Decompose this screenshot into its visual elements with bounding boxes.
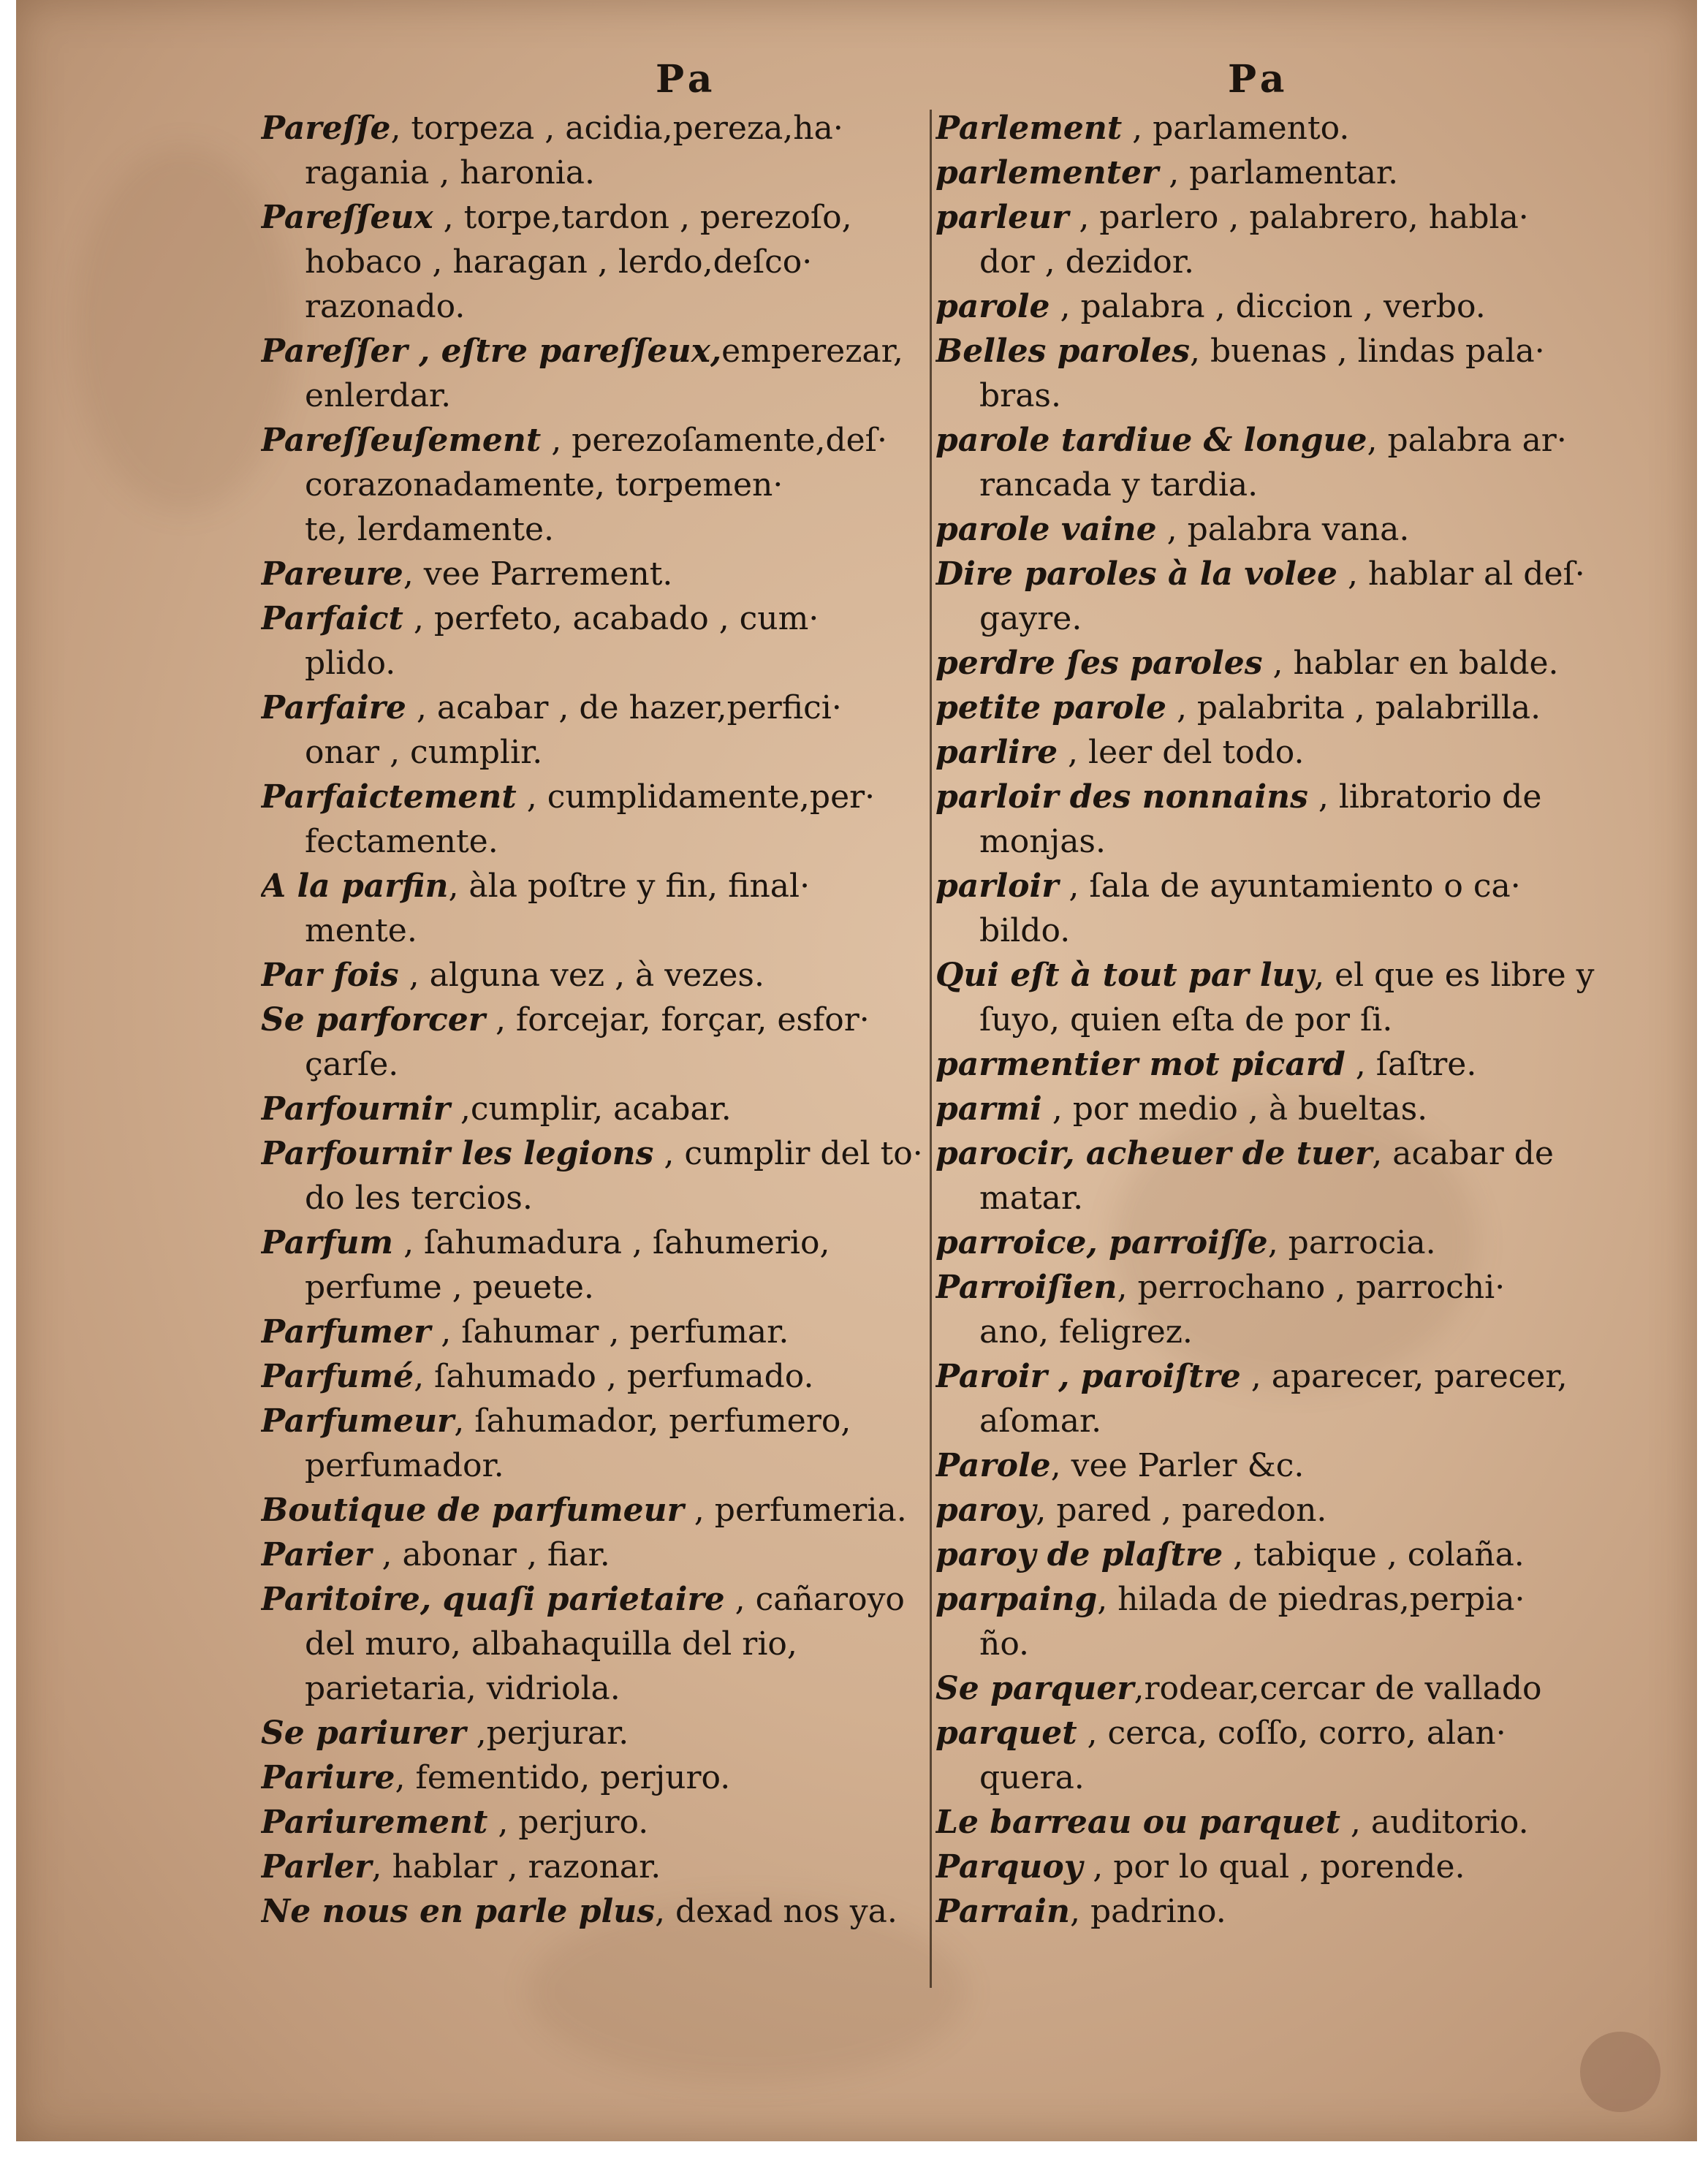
definition-text: , dexad nos ya.: [654, 1893, 897, 1930]
right-column-entries: [935, 106, 1615, 1934]
definition-text: corazonadamente, torpemen·: [305, 466, 783, 504]
headword: perdre ſes paroles: [935, 645, 1263, 682]
definition-text: , cañaroyo: [724, 1581, 905, 1618]
headword: Parole: [935, 1447, 1051, 1484]
dictionary-line: [935, 1845, 1615, 1889]
headword: Belles paroles: [935, 333, 1190, 370]
dictionary-line: [935, 552, 1615, 596]
dictionary-line: [935, 908, 1615, 953]
headword: parlire: [935, 734, 1058, 771]
definition-text: matar.: [979, 1180, 1084, 1217]
definition-text: , hablar , razonar.: [371, 1848, 661, 1886]
definition-text: del muro, albahaquilla del rio,: [305, 1625, 797, 1663]
definition-text: gayre.: [979, 600, 1082, 637]
definition-text: , perrochano , parrochi·: [1117, 1269, 1506, 1306]
dictionary-line: [261, 1755, 926, 1800]
definition-text: , padrino.: [1070, 1893, 1226, 1930]
definition-text: , palabra vana.: [1156, 511, 1410, 548]
definition-text: perfume , peuete.: [305, 1269, 594, 1306]
definition-text: , parlamento.: [1122, 110, 1350, 147]
definition-text: emperezar,: [721, 333, 903, 370]
definition-text: , cerca, coſſo, corro, alan·: [1077, 1715, 1506, 1752]
dictionary-line: [261, 552, 926, 596]
definition-text: , perfumeria.: [683, 1492, 907, 1529]
dictionary-line: [261, 596, 926, 641]
dictionary-line: [935, 1131, 1615, 1176]
paper-damage-mark: [1580, 2032, 1660, 2112]
dictionary-line: [261, 106, 926, 151]
definition-text: , fementido, perjuro.: [395, 1759, 731, 1796]
headword: Parfum: [261, 1224, 394, 1261]
headword: Parfumeur: [261, 1402, 455, 1440]
dictionary-line: [261, 730, 926, 775]
dictionary-line: [261, 908, 926, 953]
dictionary-line: [261, 641, 926, 686]
definition-text: perfumador.: [305, 1447, 504, 1484]
definition-text: , hablar al deſ·: [1337, 555, 1585, 593]
headword: parquet: [935, 1715, 1077, 1752]
definition-text: , palabra ar·: [1367, 422, 1567, 459]
headword: Parroiſien: [935, 1269, 1117, 1306]
headword: Se pariurer: [261, 1715, 466, 1752]
dictionary-line: [261, 240, 926, 284]
headword: Pareſſe: [261, 110, 391, 147]
dictionary-line: [935, 864, 1615, 908]
dictionary-line: [935, 1087, 1615, 1131]
headword: petite parole: [935, 689, 1166, 726]
dictionary-line: [261, 1042, 926, 1087]
definition-text: , perfeto, acabado , cum·: [403, 600, 819, 637]
dictionary-line: [935, 151, 1615, 195]
dictionary-line: [261, 1800, 926, 1845]
headword: Paritoire, quaſi parietaire: [261, 1581, 725, 1618]
definition-text: , vee Parrement.: [403, 555, 673, 593]
definition-text: parietaria, vidriola.: [305, 1670, 620, 1707]
dictionary-line: [261, 1131, 926, 1176]
definition-text: , pared , paredon.: [1036, 1492, 1327, 1529]
headword: Parfumé: [261, 1358, 414, 1395]
headword: Qui eſt à tout par luy: [935, 957, 1315, 994]
definition-text: , hilada de piedras,perpia·: [1097, 1581, 1525, 1618]
dictionary-line: [261, 1622, 926, 1666]
definition-text: dor , dezidor.: [979, 243, 1194, 281]
dictionary-line: [261, 1220, 926, 1265]
dictionary-line: [935, 373, 1615, 418]
headword: Pariure: [261, 1759, 395, 1796]
dictionary-line: [935, 1399, 1615, 1443]
definition-text: quera.: [979, 1759, 1085, 1796]
definition-text: , àla poſtre y fin, final·: [448, 867, 811, 905]
definition-text: , libratorio de: [1307, 778, 1542, 816]
dictionary-line: [935, 1220, 1615, 1265]
definition-text: razonado.: [305, 288, 466, 325]
definition-text: , palabrita , palabrilla.: [1166, 689, 1541, 726]
left-column-header: Pa: [656, 57, 717, 102]
headword: Parier: [261, 1536, 372, 1573]
headword: Parfaictement: [261, 778, 517, 816]
headword: Parfaire: [261, 689, 406, 726]
definition-text: , por medio , à bueltas.: [1041, 1090, 1428, 1128]
definition-text: do les tercios.: [305, 1180, 533, 1217]
headword: parloir: [935, 867, 1059, 905]
dictionary-line: [261, 953, 926, 998]
definition-text: , cumplir del to·: [653, 1135, 923, 1172]
definition-text: , torpeza , acidia,pereza,ha·: [390, 110, 843, 147]
dictionary-line: [261, 284, 926, 329]
dictionary-line: [261, 1399, 926, 1443]
definition-text: , el que es libre y: [1314, 957, 1595, 994]
definition-text: , alguna vez , à vezes.: [398, 957, 764, 994]
definition-text: ragania , haronia.: [305, 154, 595, 191]
dictionary-line: [261, 998, 926, 1042]
headword: parroice, parroiſſe: [935, 1224, 1268, 1261]
definition-text: çarſe.: [305, 1046, 399, 1083]
headword: parmi: [935, 1090, 1042, 1128]
headword: parloir des nonnains: [935, 778, 1308, 816]
headword: parmentier mot picard: [935, 1046, 1345, 1083]
headword: Pariurement: [261, 1804, 488, 1841]
headword: parole tardiue & longue: [935, 422, 1367, 459]
definition-text: , palabra , diccion , verbo.: [1050, 288, 1486, 325]
dictionary-line: [935, 1755, 1615, 1800]
definition-text: monjas.: [979, 823, 1106, 860]
definition-text: , aparecer, parecer,: [1240, 1358, 1568, 1395]
dictionary-line: [261, 1265, 926, 1310]
dictionary-line: [935, 1622, 1615, 1666]
dictionary-line: [935, 284, 1615, 329]
definition-text: rancada y tardia.: [979, 466, 1259, 504]
dictionary-line: [261, 1577, 926, 1622]
dictionary-line: [261, 686, 926, 730]
definition-text: , ſahumar , perfumar.: [430, 1313, 789, 1351]
dictionary-line: [261, 1889, 926, 1934]
headword: Parquoy: [935, 1848, 1083, 1886]
dictionary-line: [935, 1042, 1615, 1087]
headword: Parlement: [935, 110, 1123, 147]
definition-text: , acabar de: [1372, 1135, 1554, 1172]
dictionary-line: [935, 1533, 1615, 1577]
definition-text: , cumplidamente,per·: [516, 778, 876, 816]
dictionary-line: [261, 373, 926, 418]
dictionary-line: [935, 686, 1615, 730]
headword: Pareſſeuſement: [261, 422, 542, 459]
definition-text: , vee Parler &c.: [1050, 1447, 1305, 1484]
headword: Par fois: [261, 957, 399, 994]
definition-text: , ſahumador, perfumero,: [454, 1402, 851, 1440]
definition-text: , abonar , fiar.: [371, 1536, 610, 1573]
definition-text: te, lerdamente.: [305, 511, 555, 548]
headword: Parfournir: [261, 1090, 450, 1128]
definition-text: , torpe,tardon , perezoſo,: [433, 199, 852, 236]
definition-text: , auditorio.: [1340, 1804, 1529, 1841]
dictionary-line: [261, 864, 926, 908]
definition-text: , ſahumadura , ſahumerio,: [393, 1224, 830, 1261]
headword: Paroir , paroiſtre: [935, 1358, 1241, 1395]
dictionary-line: [935, 1666, 1615, 1711]
headword: Parler: [261, 1848, 372, 1886]
definition-text: mente.: [305, 912, 417, 949]
definition-text: ,cumplir, acabar.: [449, 1090, 732, 1128]
dictionary-line: [261, 1354, 926, 1399]
definition-text: bras.: [979, 377, 1061, 414]
definition-text: , forcejar, forçar, esfor·: [485, 1001, 870, 1038]
definition-text: onar , cumplir.: [305, 734, 543, 771]
definition-text: ,rodear,cercar de vallado: [1134, 1670, 1542, 1707]
dictionary-line: [935, 1310, 1615, 1354]
headword: Pareſſeux: [261, 199, 433, 236]
dictionary-line: [261, 775, 926, 819]
dictionary-line: [935, 329, 1615, 373]
dictionary-line: [261, 1488, 926, 1533]
definition-text: , tabique , colaña.: [1223, 1536, 1525, 1573]
headword: parole: [935, 288, 1050, 325]
dictionary-line: [935, 775, 1615, 819]
definition-text: ano, feligrez.: [979, 1313, 1193, 1351]
dictionary-line: [935, 1711, 1615, 1755]
dictionary-line: [935, 730, 1615, 775]
dictionary-line: [261, 418, 926, 463]
dictionary-line: [935, 1889, 1615, 1934]
definition-text: , parlamentar.: [1158, 154, 1399, 191]
headword: Pareure: [261, 555, 403, 593]
dictionary-line: [261, 1087, 926, 1131]
definition-text: , ſaſtre.: [1345, 1046, 1477, 1083]
definition-text: bildo.: [979, 912, 1071, 949]
dictionary-line: [261, 1310, 926, 1354]
dictionary-line: [935, 641, 1615, 686]
headword: Boutique de parfumeur: [261, 1492, 684, 1529]
definition-text: , acabar , de hazer,perfici·: [406, 689, 842, 726]
dictionary-line: [935, 1577, 1615, 1622]
dictionary-line: [935, 195, 1615, 240]
right-column-header: Pa: [1228, 57, 1289, 102]
headword: Le barreau ou parquet: [935, 1804, 1340, 1841]
column-divider: [930, 110, 932, 1988]
dictionary-line: [261, 151, 926, 195]
left-column-entries: [261, 106, 926, 1934]
headword: Se parquer: [935, 1670, 1134, 1707]
dictionary-line: [261, 329, 926, 373]
headword: parlementer: [935, 154, 1159, 191]
definition-text: , ſahumado , perfumado.: [414, 1358, 814, 1395]
dictionary-line: [261, 1176, 926, 1220]
definition-text: ſuyo, quien eſta de por ſi.: [979, 1001, 1393, 1038]
dictionary-line: [261, 1845, 926, 1889]
headword: Parfumer: [261, 1313, 431, 1351]
dictionary-line: [935, 998, 1615, 1042]
definition-text: , perezoſamente,deſ·: [541, 422, 887, 459]
dictionary-line: [935, 1354, 1615, 1399]
dictionary-line: [261, 1666, 926, 1711]
headword: parleur: [935, 199, 1069, 236]
dictionary-line: [261, 507, 926, 552]
definition-text: , ſala de ayuntamiento o ca·: [1058, 867, 1521, 905]
definition-text: , por lo qual , porende.: [1082, 1848, 1465, 1886]
headword: parole vaine: [935, 511, 1157, 548]
headword: Ne nous en parle plus: [261, 1893, 655, 1930]
definition-text: , parlero , palabrero, habla·: [1069, 199, 1529, 236]
dictionary-line: [935, 1176, 1615, 1220]
dictionary-line: [935, 1800, 1615, 1845]
dictionary-line: [935, 953, 1615, 998]
definition-text: , parrocia.: [1267, 1224, 1436, 1261]
headword: parpaing: [935, 1581, 1098, 1618]
headword: parocir, acheuer de tuer: [935, 1135, 1373, 1172]
definition-text: ,perjurar.: [466, 1715, 629, 1752]
dictionary-line: [261, 1711, 926, 1755]
dictionary-line: [935, 507, 1615, 552]
dictionary-line: [935, 819, 1615, 864]
definition-text: , buenas , lindas pala·: [1189, 333, 1545, 370]
headword: A la parfin: [261, 867, 449, 905]
definition-text: fectamente.: [305, 823, 498, 860]
dictionary-line: [935, 240, 1615, 284]
dictionary-line: [261, 819, 926, 864]
headword: Se parforcer: [261, 1001, 485, 1038]
headword: Parfaict: [261, 600, 403, 637]
definition-text: , leer del todo.: [1058, 734, 1305, 771]
dictionary-line: [935, 596, 1615, 641]
definition-text: enlerdar.: [305, 377, 452, 414]
definition-text: , hablar en balde.: [1262, 645, 1559, 682]
dictionary-line: [935, 1488, 1615, 1533]
headword: Pareſſer , eſtre pareſſeux,: [261, 333, 722, 370]
dictionary-line: [935, 1265, 1615, 1310]
definition-text: hobaco , haragan , lerdo,deſco·: [305, 243, 813, 281]
book-page: [16, 0, 1697, 2141]
dictionary-line: [935, 418, 1615, 463]
headword: Dire paroles à la volee: [935, 555, 1337, 593]
dictionary-line: [261, 195, 926, 240]
definition-text: , perjuro.: [487, 1804, 649, 1841]
dictionary-line: [935, 1443, 1615, 1488]
headword: paroy de plaſtre: [935, 1536, 1223, 1573]
dictionary-line: [261, 1443, 926, 1488]
definition-text: aſomar.: [979, 1402, 1102, 1440]
headword: Parfournir les legions: [261, 1135, 654, 1172]
dictionary-line: [261, 463, 926, 507]
dictionary-line: [935, 106, 1615, 151]
definition-text: ño.: [979, 1625, 1030, 1663]
definition-text: plido.: [305, 645, 396, 682]
headword: Parrain: [935, 1893, 1070, 1930]
dictionary-line: [935, 463, 1615, 507]
headword: paroy: [935, 1492, 1036, 1529]
dictionary-line: [261, 1533, 926, 1577]
